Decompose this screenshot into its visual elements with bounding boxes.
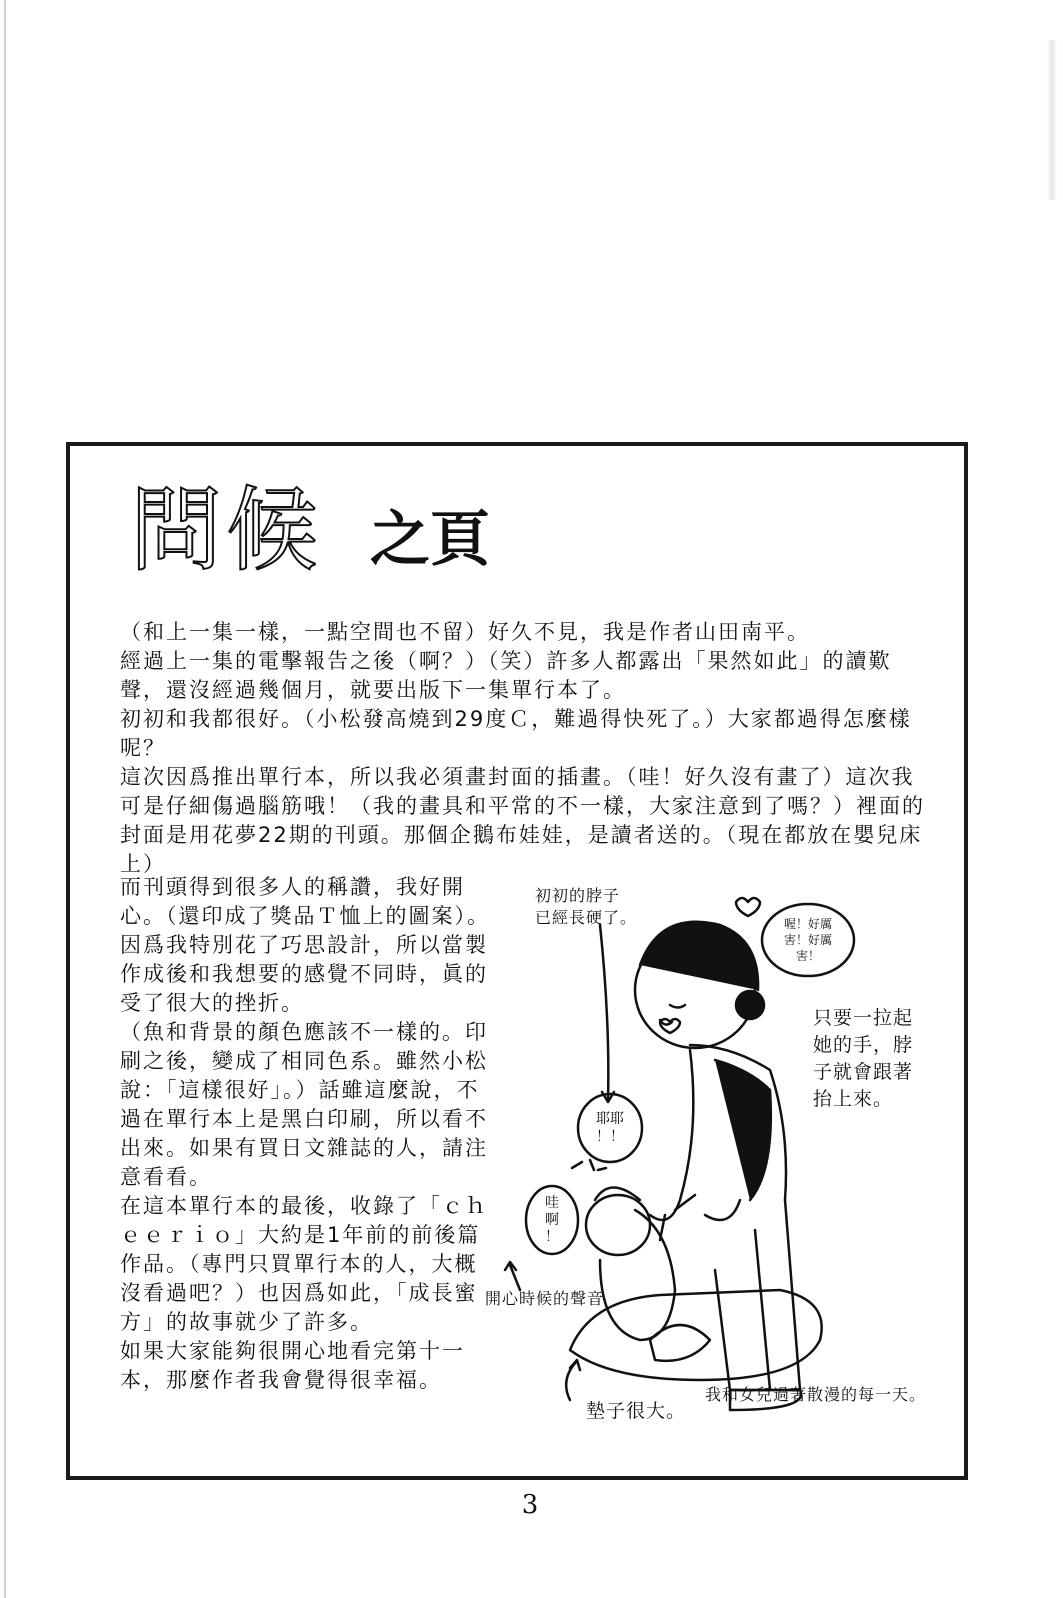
bubble-waa xyxy=(538,1195,566,1246)
column-paragraph: 如果大家能夠很開心地看完第十一本，那麼作者我會覺得很幸福。 xyxy=(120,1339,465,1392)
note-happy-sound: 開心時候的聲音 xyxy=(485,1289,605,1308)
bubble-wow xyxy=(772,916,844,964)
intro-paragraph: 經過上一集的電擊報告之後（啊？）（笑）許多人都露出「果然如此」的讀歎聲，還沒經過幾個月，就要出版下一集單行本了。 xyxy=(120,649,892,702)
note-neck-line: 初初的脖子 xyxy=(535,886,621,905)
bubble-waa-line: 啊 xyxy=(545,1212,559,1228)
column-paragraph: （魚和背景的顏色應該不一樣的。印刷之後，變成了相同色系。雖然小松說：「這樣很好」。）話雖這麼說，不過在單行本上是黑白印刷，所以看不出來。如果有買日文雜誌的人，請注意看看。 xyxy=(120,1020,488,1189)
note-neck xyxy=(535,885,637,929)
note-lift xyxy=(813,1005,913,1113)
illustration-caption: 我和女兒過著散漫的每一天。 xyxy=(705,1385,927,1404)
note-lift-line: 子就會跟著 xyxy=(813,1061,914,1083)
page-edge-right xyxy=(1047,40,1057,200)
intro-paragraph: 這次因爲推出單行本，所以我必須畫封面的插畫。（哇！好久沒有畫了）這次我可是仔細傷過腦筋哦！（我的畫具和平常的不一樣，大家注意到了嗎？）裡面的封面是用花夢22期的刊頭。那個企鵝布娃娃，是讀者送的。（現在都放在嬰兒床上） xyxy=(120,765,925,876)
mother-baby-drawing xyxy=(500,870,955,1430)
title-sub: 之頁 xyxy=(370,505,490,575)
bubble-wow-line: 害！好厲 xyxy=(783,933,832,947)
note-cushion: 墊子很大。 xyxy=(586,1400,687,1422)
bubble-yeye-line: ！！ xyxy=(596,1129,624,1145)
illustration xyxy=(485,870,955,1430)
intro-text xyxy=(120,618,930,879)
baby-body xyxy=(600,1210,675,1340)
bubble-wow-line: 喔！好厲 xyxy=(783,917,832,931)
note-neck-line: 已經長硬了。 xyxy=(535,908,638,927)
title-main: 問候 xyxy=(130,477,323,584)
bubble-waa-line: ！ xyxy=(545,1229,559,1245)
note-lift-line: 只要一拉起 xyxy=(813,1007,914,1029)
column-text xyxy=(120,873,495,1395)
note-lift-line: 她的手，脖 xyxy=(813,1034,914,1056)
cushion-shape xyxy=(570,1290,822,1380)
intro-paragraph: 初初和我都很好。（小松發高燒到29度Ｃ，難過得快死了。）大家都過得怎麼樣呢？ xyxy=(120,707,912,760)
baby-head xyxy=(586,1195,650,1255)
page-edge-left xyxy=(4,0,6,1598)
bubble-waa-line: 哇 xyxy=(545,1195,559,1211)
bubble-yeye-line: 耶耶 xyxy=(596,1111,624,1127)
page-number: 3 xyxy=(521,1490,539,1520)
bubble-wow-line: 害！ xyxy=(795,949,820,963)
intro-paragraph: （和上一集一樣，一點空間也不留）好久不見，我是作者山田南平。 xyxy=(120,620,810,644)
note-lift-line: 抬上來。 xyxy=(813,1088,894,1110)
column-paragraph: 在這本單行本的最後，收錄了「ｃｈｅｅｒｉｏ」大約是1年前的前後篇作品。（專門只買單行本的人，大概沒看過吧？）也因爲如此，「成長蜜方」的故事就少了許多。 xyxy=(120,1194,488,1334)
bubble-yeye xyxy=(588,1110,632,1146)
column-paragraph: 而刊頭得到很多人的稱讚，我好開心。（還印成了獎品Ｔ恤上的圖案）。因爲我特別花了巧思設計，所以當製作成後和我想要的感覺不同時，眞的受了很大的挫折。 xyxy=(120,875,490,1015)
